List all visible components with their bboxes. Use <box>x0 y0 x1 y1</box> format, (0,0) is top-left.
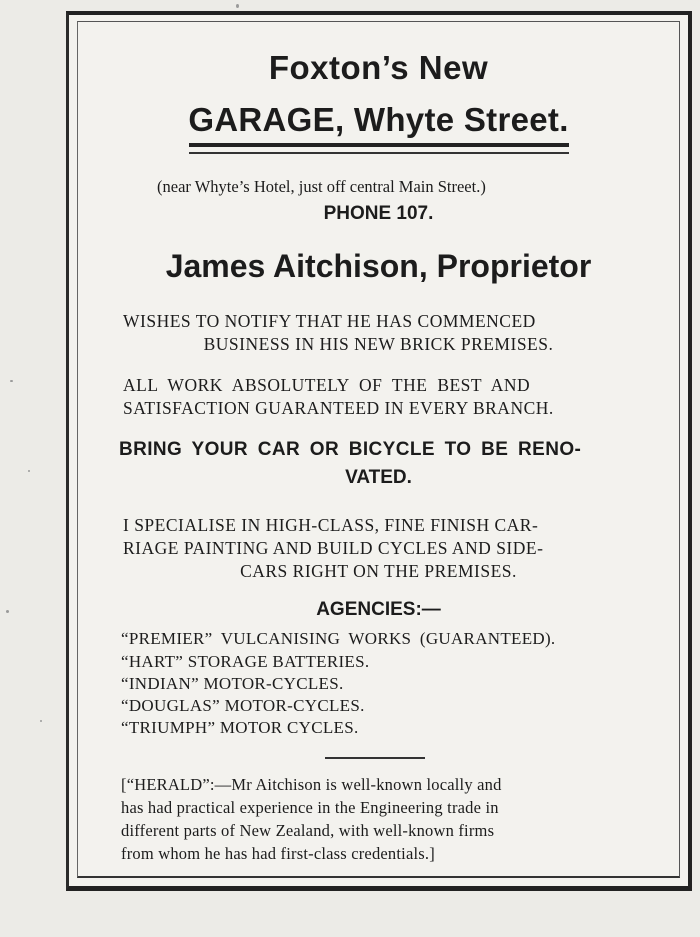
speciality-line-2: RIAGE PAINTING AND BUILD CYCLES AND SIDE- <box>123 538 544 558</box>
herald-line-3: different parts of New Zealand, with well-known firms <box>121 821 495 840</box>
speciality-line-3: CARS RIGHT ON THE PREMISES. <box>240 561 517 581</box>
scan-speck <box>40 720 42 722</box>
phone-number: PHONE 107. <box>323 203 434 224</box>
notice-line-2: BUSINESS IN HIS NEW BRICK PREMISES. <box>203 334 554 354</box>
guarantee-line-1: ALL WORK ABSOLUTELY OF THE BEST AND <box>123 375 531 395</box>
advertisement-frame <box>66 11 692 891</box>
section-divider <box>325 757 425 759</box>
guarantee-line-2: SATISFACTION GUARANTEED IN EVERY BRANCH. <box>123 398 554 418</box>
notice-line-1: WISHES TO NOTIFY THAT HE HAS COMMENCED <box>123 311 536 331</box>
speciality-line-1: I SPECIALISE IN HIGH-CLASS, FINE FINISH CAR- <box>123 515 539 535</box>
agency-item: “DOUGLAS” MOTOR-CYCLES. <box>121 696 365 715</box>
agency-item: “PREMIER” VULCANISING WORKS (GUARANTEED). <box>121 629 556 648</box>
agency-item: “TRIUMPH” MOTOR CYCLES. <box>121 718 359 737</box>
proprietor-name: James Aitchison, Proprietor <box>165 248 592 284</box>
renovate-line-2: VATED. <box>345 467 412 488</box>
scan-speck <box>6 610 9 613</box>
agency-item: “HART” STORAGE BATTERIES. <box>121 652 370 671</box>
heading-line-2: GARAGE, Whyte Street. <box>188 101 569 138</box>
heading-line-1: Foxton’s New <box>268 49 489 86</box>
scan-speck <box>236 4 239 8</box>
address-line: (near Whyte’s Hotel, just off central Main Street.) <box>157 177 486 196</box>
scan-speck <box>10 380 13 382</box>
scan-speck <box>28 470 30 472</box>
herald-line-1: [“HERALD”:—Mr Aitchison is well-known locally and <box>121 775 502 794</box>
heading-rule-thin <box>189 152 569 154</box>
heading-rule-thick <box>189 143 569 147</box>
renovate-line-1: BRING YOUR CAR OR BICYCLE TO BE RENO- <box>119 439 582 460</box>
herald-line-2: has had practical experience in the Engineering trade in <box>121 798 499 817</box>
agency-item: “INDIAN” MOTOR-CYCLES. <box>121 674 344 693</box>
herald-line-4: from whom he has had first-class credentials.] <box>121 844 435 863</box>
agencies-heading: AGENCIES:— <box>316 599 441 620</box>
